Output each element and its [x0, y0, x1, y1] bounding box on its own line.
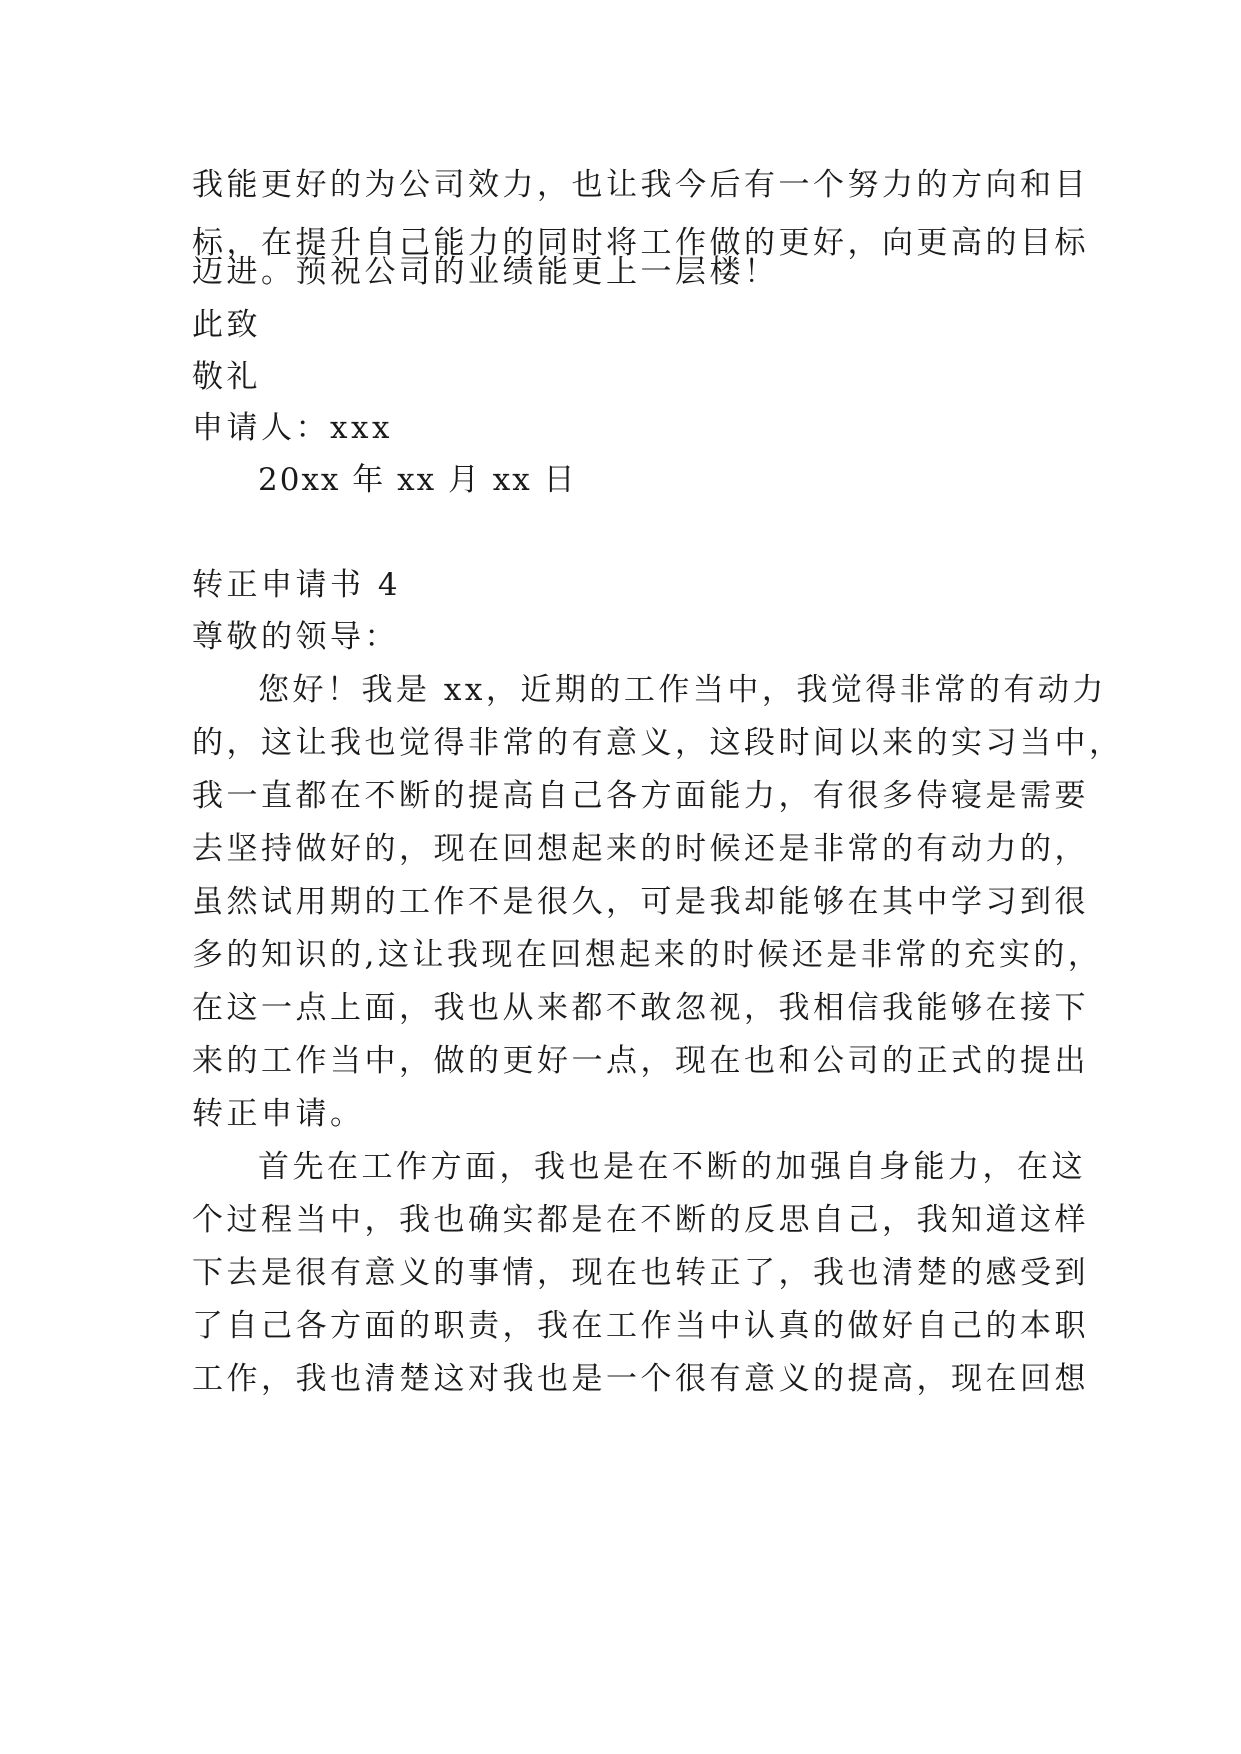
body-text-line: 您好！我是 xx，近期的工作当中，我觉得非常的有动力 — [258, 672, 1107, 708]
greeting-line: 尊敬的领导： — [192, 619, 399, 655]
body-text-line: 在这一点上面，我也从来都不敢忽视，我相信我能够在接下 — [192, 990, 1089, 1026]
body-text-line: 了自己各方面的职责，我在工作当中认真的做好自己的本职 — [192, 1308, 1089, 1344]
salutation-line: 敬礼 — [192, 359, 261, 395]
section-title: 转正申请书 4 — [192, 567, 402, 603]
body-text-line: 迈进。预祝公司的业绩能更上一层楼！ — [192, 254, 779, 290]
salutation-line: 此致 — [192, 307, 261, 343]
body-text-line: 我一直都在不断的提高自己各方面能力，有很多侍寝是需要 — [192, 778, 1089, 814]
body-text-line: 的，这让我也觉得非常的有意义，这段时间以来的实习当中， — [192, 725, 1124, 761]
body-text-line: 标，在提升自己能力的同时将工作做的更好，向更高的目标 — [192, 225, 1089, 261]
body-text-line: 个过程当中，我也确实都是在不断的反思自己，我知道这样 — [192, 1202, 1089, 1238]
body-text-line: 多的知识的,这让我现在回想起来的时候还是非常的充实的， — [192, 937, 1103, 973]
body-text-line: 去坚持做好的，现在回想起来的时候还是非常的有动力的， — [192, 831, 1089, 867]
date-line: 20xx 年 xx 月 xx 日 — [258, 462, 577, 498]
body-text-line: 虽然试用期的工作不是很久，可是我却能够在其中学习到很 — [192, 884, 1089, 920]
body-text-line: 工作，我也清楚这对我也是一个很有意义的提高，现在回想 — [192, 1361, 1089, 1397]
body-text-line: 来的工作当中，做的更好一点，现在也和公司的正式的提出 — [192, 1043, 1089, 1079]
body-text-line: 首先在工作方面，我也是在不断的加强自身能力，在这 — [258, 1149, 1086, 1185]
applicant-line: 申请人：xxx — [192, 410, 393, 446]
body-text-line: 下去是很有意义的事情，现在也转正了，我也清楚的感受到 — [192, 1255, 1089, 1291]
body-text-line: 我能更好的为公司效力，也让我今后有一个努力的方向和目 — [192, 167, 1089, 203]
body-text-line: 转正申请。 — [192, 1096, 365, 1132]
